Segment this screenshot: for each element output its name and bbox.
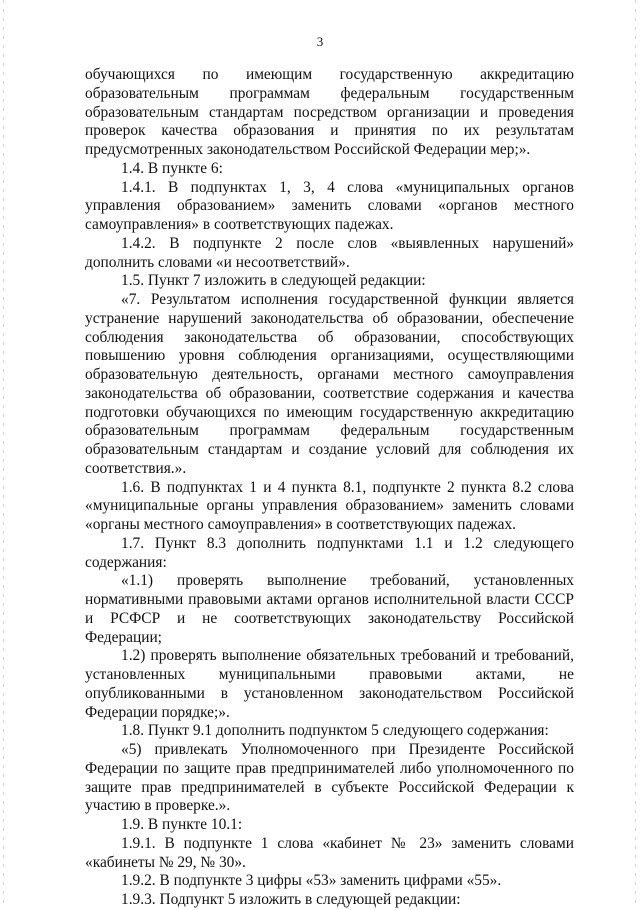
document-body	[85, 66, 574, 910]
paragraph: 1.8. Пункт 9.1 дополнить подпунктом 5 следующего содержания:	[121, 722, 549, 740]
paragraph: 1.4. В пункте 6:	[121, 159, 223, 177]
page-number: 3	[316, 34, 324, 49]
paragraph: «1.1) проверять выполнение требований, установленных нормативными правовыми актами органов исполнительной власти СССР и РСФСР и не соответствующих законодательству Российской Федерации;	[85, 572, 574, 646]
paragraph: 1.9.2. В подпункте 3 цифры «53» заменить цифрами «55».	[121, 872, 502, 890]
paragraph: 1.6. В подпунктах 1 и 4 пункта 8.1, подпункте 2 пункта 8.2 слова «муниципальные органы управления образованием» заменить словами «органы местного самоуправления» в соответствующих падежах.	[85, 478, 574, 533]
paragraph: 1.9.1. В подпункте 1 слова «кабинет № 23» заменить словами «кабинеты № 29, № 30».	[85, 834, 574, 871]
paragraph: 1.5. Пункт 7 изложить в следующей редакции:	[121, 272, 426, 290]
scan-edge-right	[635, 0, 636, 905]
paragraph: 1.4.2. В подпункте 2 после слов «выявленных нарушений» дополнить словами «и несоответствий».	[85, 234, 574, 271]
paragraph: 1.9.3. Подпункт 5 изложить в следующей редакции:	[121, 891, 461, 908]
paragraph: «7. Результатом исполнения государственной функции является устранение нарушений законодательства об образовании, обеспечение соблюдения законодательства об образовании, способствующих повышению уровня соблюдения организациями, осуществляющими образовательную деятельность, органами местного самоуправления законодательства об образовании, соответствие содержания и качества подготовки обучающихся по имеющим государственную аккредитацию образовательным программам федеральным государственным образовательным стандартам и создание условий для соблюдения их соответствия.».	[85, 291, 574, 477]
scan-edge-left	[3, 0, 4, 905]
paragraph: 1.9. В пункте 10.1:	[121, 816, 243, 833]
paragraph: 1.4.1. В подпунктах 1, 3, 4 слова «муниципальных органов управления образованием» заменить словами «органов местного самоуправления» в соответствующих падежах.	[85, 178, 574, 233]
paragraph: 1.2) проверять выполнение обязательных требований и требований, установленных муниципальными правовыми актами, не опубликованными в установленном законодательством Российской Федерации порядке;».	[85, 647, 574, 721]
paragraph: 1.7. Пункт 8.3 дополнить подпунктами 1.1 и 1.2 следующего содержания:	[85, 534, 574, 571]
paragraph: «5) привлекать Уполномоченного при Президенте Российской Федерации по защите прав предпринимателей либо уполномоченного по защите прав предпринимателей в субъекте Российской Федерации к участию в проверке.».	[85, 741, 574, 815]
paragraph: обучающихся по имеющим государственную аккредитацию образовательным программам федеральным государственным образовательным стандартам посредством организации и проведения проверок качества образования и принятия по их результатам предусмотренных законодательством Российской Федерации мер;».	[85, 66, 574, 158]
